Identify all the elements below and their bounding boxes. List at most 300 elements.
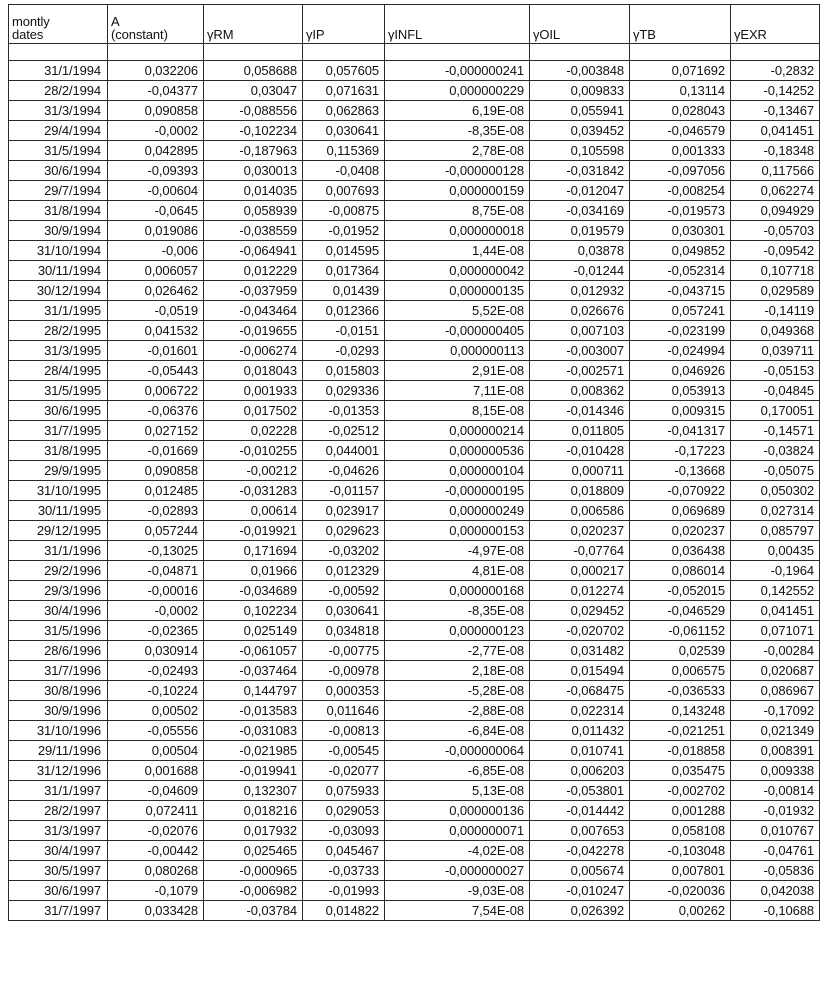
table-row bbox=[9, 81, 820, 101]
table-row bbox=[9, 481, 820, 501]
empty-cell bbox=[9, 44, 108, 61]
table-row bbox=[9, 201, 820, 221]
table-row bbox=[9, 541, 820, 561]
value-cell: -0,013583 bbox=[204, 701, 303, 721]
value-cell: -2,88E-08 bbox=[385, 701, 530, 721]
value-cell: 0,018043 bbox=[204, 361, 303, 381]
value-cell: 2,78E-08 bbox=[385, 141, 530, 161]
value-cell: 0,011432 bbox=[530, 721, 630, 741]
table-row bbox=[9, 461, 820, 481]
value-cell: 0,030013 bbox=[204, 161, 303, 181]
date-cell: 29/3/1996 bbox=[9, 581, 108, 601]
value-cell: 8,15E-08 bbox=[385, 401, 530, 421]
table-row bbox=[9, 881, 820, 901]
value-cell: 0,001688 bbox=[108, 761, 204, 781]
value-cell: 0,13114 bbox=[630, 81, 731, 101]
value-cell: 0,085797 bbox=[731, 521, 820, 541]
empty-cell bbox=[630, 44, 731, 61]
table-row bbox=[9, 341, 820, 361]
table-header bbox=[9, 5, 820, 44]
value-cell: -0,14252 bbox=[731, 81, 820, 101]
value-cell: -0,000000241 bbox=[385, 61, 530, 81]
value-cell: 7,54E-08 bbox=[385, 901, 530, 921]
value-cell: -0,17092 bbox=[731, 701, 820, 721]
value-cell: -0,07764 bbox=[530, 541, 630, 561]
value-cell: 0,000000153 bbox=[385, 521, 530, 541]
header-dates bbox=[9, 5, 108, 44]
date-cell: 31/5/1995 bbox=[9, 381, 108, 401]
value-cell: -0,03824 bbox=[731, 441, 820, 461]
table-row bbox=[9, 321, 820, 341]
value-cell: -0,003848 bbox=[530, 61, 630, 81]
value-cell: -0,097056 bbox=[630, 161, 731, 181]
value-cell: 0,026392 bbox=[530, 901, 630, 921]
value-cell: 0,019579 bbox=[530, 221, 630, 241]
value-cell: 0,012366 bbox=[303, 301, 385, 321]
value-cell: 0,009315 bbox=[630, 401, 731, 421]
value-cell: -0,04609 bbox=[108, 781, 204, 801]
table-row bbox=[9, 661, 820, 681]
value-cell: -0,00016 bbox=[108, 581, 204, 601]
value-cell: -0,012047 bbox=[530, 181, 630, 201]
value-cell: -0,01353 bbox=[303, 401, 385, 421]
date-cell: 31/3/1997 bbox=[9, 821, 108, 841]
value-cell: -0,102234 bbox=[204, 121, 303, 141]
date-cell: 28/4/1995 bbox=[9, 361, 108, 381]
table-row bbox=[9, 781, 820, 801]
value-cell: -0,021251 bbox=[630, 721, 731, 741]
value-cell: 0,006203 bbox=[530, 761, 630, 781]
value-cell: 0,045467 bbox=[303, 841, 385, 861]
date-cell: 30/9/1994 bbox=[9, 221, 108, 241]
value-cell: 2,18E-08 bbox=[385, 661, 530, 681]
value-cell: -0,01952 bbox=[303, 221, 385, 241]
value-cell: -0,01669 bbox=[108, 441, 204, 461]
date-cell: 30/6/1994 bbox=[9, 161, 108, 181]
value-cell: 0,053913 bbox=[630, 381, 731, 401]
date-cell: 31/7/1996 bbox=[9, 661, 108, 681]
value-cell: 0,02539 bbox=[630, 641, 731, 661]
value-cell: 0,000000071 bbox=[385, 821, 530, 841]
date-cell: 29/7/1994 bbox=[9, 181, 108, 201]
value-cell: 0,008391 bbox=[731, 741, 820, 761]
date-cell: 28/2/1994 bbox=[9, 81, 108, 101]
value-cell: -0,187963 bbox=[204, 141, 303, 161]
value-cell: 0,001333 bbox=[630, 141, 731, 161]
value-cell: -0,068475 bbox=[530, 681, 630, 701]
table-row bbox=[9, 521, 820, 541]
value-cell: 0,144797 bbox=[204, 681, 303, 701]
date-cell: 31/8/1994 bbox=[9, 201, 108, 221]
date-cell: 30/4/1997 bbox=[9, 841, 108, 861]
value-cell: -4,02E-08 bbox=[385, 841, 530, 861]
value-cell: 0,007103 bbox=[530, 321, 630, 341]
value-cell: -4,97E-08 bbox=[385, 541, 530, 561]
value-cell: 0,000000042 bbox=[385, 261, 530, 281]
value-cell: -0,006 bbox=[108, 241, 204, 261]
value-cell: -0,052015 bbox=[630, 581, 731, 601]
value-cell: 0,023917 bbox=[303, 501, 385, 521]
value-cell: -0,037959 bbox=[204, 281, 303, 301]
value-cell: 0,034818 bbox=[303, 621, 385, 641]
value-cell: 0,006057 bbox=[108, 261, 204, 281]
value-cell: 0,117566 bbox=[731, 161, 820, 181]
value-cell: 0,105598 bbox=[530, 141, 630, 161]
value-cell: -0,13025 bbox=[108, 541, 204, 561]
value-cell: 7,11E-08 bbox=[385, 381, 530, 401]
value-cell: 0,00262 bbox=[630, 901, 731, 921]
value-cell: 0,031482 bbox=[530, 641, 630, 661]
date-cell: 31/12/1996 bbox=[9, 761, 108, 781]
value-cell: -0,002571 bbox=[530, 361, 630, 381]
value-cell: -0,002702 bbox=[630, 781, 731, 801]
table-row bbox=[9, 741, 820, 761]
value-cell: 0,017364 bbox=[303, 261, 385, 281]
value-cell: -0,00545 bbox=[303, 741, 385, 761]
value-cell: 0,057605 bbox=[303, 61, 385, 81]
value-cell: -0,04871 bbox=[108, 561, 204, 581]
value-cell: 0,143248 bbox=[630, 701, 731, 721]
table-row bbox=[9, 501, 820, 521]
header-tb bbox=[630, 5, 731, 44]
date-cell: 30/4/1996 bbox=[9, 601, 108, 621]
value-cell: 0,012329 bbox=[303, 561, 385, 581]
date-cell: 31/1/1994 bbox=[9, 61, 108, 81]
header-line: γTB bbox=[633, 27, 656, 42]
empty-cell bbox=[385, 44, 530, 61]
date-cell: 31/7/1995 bbox=[9, 421, 108, 441]
value-cell: -2,77E-08 bbox=[385, 641, 530, 661]
table-row bbox=[9, 101, 820, 121]
value-cell: 0,030641 bbox=[303, 601, 385, 621]
value-cell: -0,00875 bbox=[303, 201, 385, 221]
value-cell: -0,00814 bbox=[731, 781, 820, 801]
value-cell: 0,058939 bbox=[204, 201, 303, 221]
value-cell: -0,02365 bbox=[108, 621, 204, 641]
regression-coefficients-table bbox=[8, 4, 820, 921]
value-cell: 0,036438 bbox=[630, 541, 731, 561]
date-cell: 31/10/1995 bbox=[9, 481, 108, 501]
value-cell: -0,014346 bbox=[530, 401, 630, 421]
date-cell: 30/6/1995 bbox=[9, 401, 108, 421]
value-cell: -0,014442 bbox=[530, 801, 630, 821]
date-cell: 30/6/1997 bbox=[9, 881, 108, 901]
value-cell: -0,05703 bbox=[731, 221, 820, 241]
date-cell: 28/2/1995 bbox=[9, 321, 108, 341]
value-cell: 0,042895 bbox=[108, 141, 204, 161]
value-cell: 0,005674 bbox=[530, 861, 630, 881]
value-cell: 0,012274 bbox=[530, 581, 630, 601]
value-cell: 0,000000159 bbox=[385, 181, 530, 201]
value-cell: 0,057241 bbox=[630, 301, 731, 321]
value-cell: -0,1964 bbox=[731, 561, 820, 581]
value-cell: 5,13E-08 bbox=[385, 781, 530, 801]
table-row bbox=[9, 181, 820, 201]
value-cell: 0,027152 bbox=[108, 421, 204, 441]
value-cell: -0,046529 bbox=[630, 601, 731, 621]
value-cell: 0,028043 bbox=[630, 101, 731, 121]
value-cell: -0,01157 bbox=[303, 481, 385, 501]
value-cell: 0,075933 bbox=[303, 781, 385, 801]
value-cell: -0,023199 bbox=[630, 321, 731, 341]
value-cell: -0,00978 bbox=[303, 661, 385, 681]
table-row bbox=[9, 301, 820, 321]
date-cell: 31/1/1996 bbox=[9, 541, 108, 561]
value-cell: -0,01244 bbox=[530, 261, 630, 281]
value-cell: -0,006274 bbox=[204, 341, 303, 361]
value-cell: 0,018216 bbox=[204, 801, 303, 821]
value-cell: 0,032206 bbox=[108, 61, 204, 81]
header-exr bbox=[731, 5, 820, 44]
value-cell: 0,011646 bbox=[303, 701, 385, 721]
value-cell: 0,017932 bbox=[204, 821, 303, 841]
value-cell: 0,021349 bbox=[731, 721, 820, 741]
value-cell: 0,014595 bbox=[303, 241, 385, 261]
value-cell: -0,019941 bbox=[204, 761, 303, 781]
value-cell: -0,01993 bbox=[303, 881, 385, 901]
value-cell: -0,03202 bbox=[303, 541, 385, 561]
value-cell: -0,020036 bbox=[630, 881, 731, 901]
value-cell: 0,039711 bbox=[731, 341, 820, 361]
date-cell: 28/6/1996 bbox=[9, 641, 108, 661]
date-cell: 30/8/1996 bbox=[9, 681, 108, 701]
table-row bbox=[9, 701, 820, 721]
value-cell: 0,030301 bbox=[630, 221, 731, 241]
table-row bbox=[9, 821, 820, 841]
value-cell: -0,04761 bbox=[731, 841, 820, 861]
value-cell: 0,171694 bbox=[204, 541, 303, 561]
table-row bbox=[9, 441, 820, 461]
value-cell: -0,10224 bbox=[108, 681, 204, 701]
value-cell: 0,009833 bbox=[530, 81, 630, 101]
value-cell: -0,0151 bbox=[303, 321, 385, 341]
value-cell: -0,05153 bbox=[731, 361, 820, 381]
date-cell: 31/1/1997 bbox=[9, 781, 108, 801]
value-cell: -0,09542 bbox=[731, 241, 820, 261]
date-cell: 31/5/1996 bbox=[9, 621, 108, 641]
value-cell: 0,000711 bbox=[530, 461, 630, 481]
date-cell: 30/11/1995 bbox=[9, 501, 108, 521]
value-cell: 0,010767 bbox=[731, 821, 820, 841]
value-cell: 0,020237 bbox=[630, 521, 731, 541]
value-cell: -0,052314 bbox=[630, 261, 731, 281]
table-row bbox=[9, 401, 820, 421]
value-cell: 0,000000123 bbox=[385, 621, 530, 641]
value-cell: 0,000000135 bbox=[385, 281, 530, 301]
value-cell: 0,01439 bbox=[303, 281, 385, 301]
value-cell: 0,033428 bbox=[108, 901, 204, 921]
value-cell: 0,026676 bbox=[530, 301, 630, 321]
date-cell: 30/5/1997 bbox=[9, 861, 108, 881]
header-line: A bbox=[111, 14, 120, 29]
value-cell: -6,84E-08 bbox=[385, 721, 530, 741]
value-cell: -0,043464 bbox=[204, 301, 303, 321]
value-cell: -0,00212 bbox=[204, 461, 303, 481]
value-cell: -0,019921 bbox=[204, 521, 303, 541]
value-cell: -0,02077 bbox=[303, 761, 385, 781]
table-row bbox=[9, 261, 820, 281]
value-cell: -0,00442 bbox=[108, 841, 204, 861]
value-cell: 0,041451 bbox=[731, 121, 820, 141]
date-cell: 31/8/1995 bbox=[9, 441, 108, 461]
value-cell: -0,01932 bbox=[731, 801, 820, 821]
date-cell: 30/11/1994 bbox=[9, 261, 108, 281]
table-row bbox=[9, 61, 820, 81]
table-row bbox=[9, 681, 820, 701]
date-cell: 31/1/1995 bbox=[9, 301, 108, 321]
value-cell: -6,85E-08 bbox=[385, 761, 530, 781]
date-cell: 30/12/1994 bbox=[9, 281, 108, 301]
value-cell: -0,05075 bbox=[731, 461, 820, 481]
value-cell: -0,0293 bbox=[303, 341, 385, 361]
scanned-table-page bbox=[8, 4, 819, 921]
table-row bbox=[9, 581, 820, 601]
value-cell: 0,00502 bbox=[108, 701, 204, 721]
value-cell: -8,35E-08 bbox=[385, 601, 530, 621]
table-row bbox=[9, 841, 820, 861]
value-cell: -0,04845 bbox=[731, 381, 820, 401]
value-cell: -0,05836 bbox=[731, 861, 820, 881]
table-row bbox=[9, 761, 820, 781]
value-cell: 0,025149 bbox=[204, 621, 303, 641]
value-cell: -0,010255 bbox=[204, 441, 303, 461]
date-cell: 31/10/1994 bbox=[9, 241, 108, 261]
value-cell: -0,000000128 bbox=[385, 161, 530, 181]
header-line: (constant) bbox=[111, 27, 168, 42]
table-row bbox=[9, 901, 820, 921]
date-cell: 29/2/1996 bbox=[9, 561, 108, 581]
value-cell: -0,020702 bbox=[530, 621, 630, 641]
value-cell: -0,008254 bbox=[630, 181, 731, 201]
value-cell: 0,019086 bbox=[108, 221, 204, 241]
value-cell: -0,01601 bbox=[108, 341, 204, 361]
value-cell: 0,006722 bbox=[108, 381, 204, 401]
value-cell: 0,012485 bbox=[108, 481, 204, 501]
date-cell: 31/3/1995 bbox=[9, 341, 108, 361]
table-row bbox=[9, 281, 820, 301]
value-cell: -0,2832 bbox=[731, 61, 820, 81]
value-cell: 0,001933 bbox=[204, 381, 303, 401]
value-cell: -0,13467 bbox=[731, 101, 820, 121]
value-cell: -0,09393 bbox=[108, 161, 204, 181]
date-cell: 31/5/1994 bbox=[9, 141, 108, 161]
value-cell: -0,05556 bbox=[108, 721, 204, 741]
value-cell: 0,018809 bbox=[530, 481, 630, 501]
value-cell: 0,055941 bbox=[530, 101, 630, 121]
value-cell: 0,058688 bbox=[204, 61, 303, 81]
value-cell: -0,018858 bbox=[630, 741, 731, 761]
empty-row bbox=[9, 44, 820, 61]
empty-cell bbox=[303, 44, 385, 61]
value-cell: -0,0408 bbox=[303, 161, 385, 181]
value-cell: 0,014822 bbox=[303, 901, 385, 921]
value-cell: 0,115369 bbox=[303, 141, 385, 161]
empty-cell bbox=[108, 44, 204, 61]
value-cell: 0,00614 bbox=[204, 501, 303, 521]
table-row bbox=[9, 361, 820, 381]
value-cell: -0,000000195 bbox=[385, 481, 530, 501]
value-cell: 0,000000229 bbox=[385, 81, 530, 101]
header-line: γINFL bbox=[388, 27, 423, 42]
value-cell: -0,034169 bbox=[530, 201, 630, 221]
value-cell: -0,053801 bbox=[530, 781, 630, 801]
value-cell: 0,000000214 bbox=[385, 421, 530, 441]
value-cell: -0,06376 bbox=[108, 401, 204, 421]
value-cell: -0,03733 bbox=[303, 861, 385, 881]
date-cell: 31/3/1994 bbox=[9, 101, 108, 121]
value-cell: 0,062863 bbox=[303, 101, 385, 121]
value-cell: 1,44E-08 bbox=[385, 241, 530, 261]
value-cell: 0,030641 bbox=[303, 121, 385, 141]
value-cell: -0,006982 bbox=[204, 881, 303, 901]
value-cell: -0,05443 bbox=[108, 361, 204, 381]
value-cell: 0,058108 bbox=[630, 821, 731, 841]
value-cell: 0,022314 bbox=[530, 701, 630, 721]
date-cell: 30/9/1996 bbox=[9, 701, 108, 721]
header-line: γOIL bbox=[533, 27, 561, 42]
value-cell: 2,91E-08 bbox=[385, 361, 530, 381]
value-cell: 0,000000536 bbox=[385, 441, 530, 461]
value-cell: 0,046926 bbox=[630, 361, 731, 381]
header-rm bbox=[204, 5, 303, 44]
value-cell: 0,039452 bbox=[530, 121, 630, 141]
value-cell: -0,000000405 bbox=[385, 321, 530, 341]
value-cell: -0,02893 bbox=[108, 501, 204, 521]
value-cell: 0,012229 bbox=[204, 261, 303, 281]
value-cell: 0,025465 bbox=[204, 841, 303, 861]
value-cell: -0,003007 bbox=[530, 341, 630, 361]
value-cell: -0,043715 bbox=[630, 281, 731, 301]
value-cell: 0,029053 bbox=[303, 801, 385, 821]
value-cell: 0,071071 bbox=[731, 621, 820, 641]
value-cell: 0,072411 bbox=[108, 801, 204, 821]
table-row bbox=[9, 621, 820, 641]
table-body bbox=[9, 44, 820, 921]
table-row bbox=[9, 141, 820, 161]
value-cell: -0,00592 bbox=[303, 581, 385, 601]
value-cell: 4,81E-08 bbox=[385, 561, 530, 581]
value-cell: 0,00435 bbox=[731, 541, 820, 561]
header-ip bbox=[303, 5, 385, 44]
value-cell: 0,015494 bbox=[530, 661, 630, 681]
value-cell: 0,041451 bbox=[731, 601, 820, 621]
table-row bbox=[9, 641, 820, 661]
value-cell: 0,044001 bbox=[303, 441, 385, 461]
value-cell: 0,029452 bbox=[530, 601, 630, 621]
value-cell: -0,031842 bbox=[530, 161, 630, 181]
value-cell: -0,034689 bbox=[204, 581, 303, 601]
value-cell: 0,029336 bbox=[303, 381, 385, 401]
value-cell: 0,049852 bbox=[630, 241, 731, 261]
value-cell: -0,10688 bbox=[731, 901, 820, 921]
table-row bbox=[9, 721, 820, 741]
table-row bbox=[9, 801, 820, 821]
value-cell: 0,012932 bbox=[530, 281, 630, 301]
value-cell: 0,090858 bbox=[108, 101, 204, 121]
value-cell: -0,103048 bbox=[630, 841, 731, 861]
table-row bbox=[9, 561, 820, 581]
value-cell: -0,000000064 bbox=[385, 741, 530, 761]
value-cell: -0,088556 bbox=[204, 101, 303, 121]
value-cell: 0,020687 bbox=[731, 661, 820, 681]
value-cell: 0,03047 bbox=[204, 81, 303, 101]
date-cell: 31/7/1997 bbox=[9, 901, 108, 921]
table-row bbox=[9, 241, 820, 261]
value-cell: 0,086014 bbox=[630, 561, 731, 581]
value-cell: -0,00813 bbox=[303, 721, 385, 741]
value-cell: 0,030914 bbox=[108, 641, 204, 661]
value-cell: -0,024994 bbox=[630, 341, 731, 361]
